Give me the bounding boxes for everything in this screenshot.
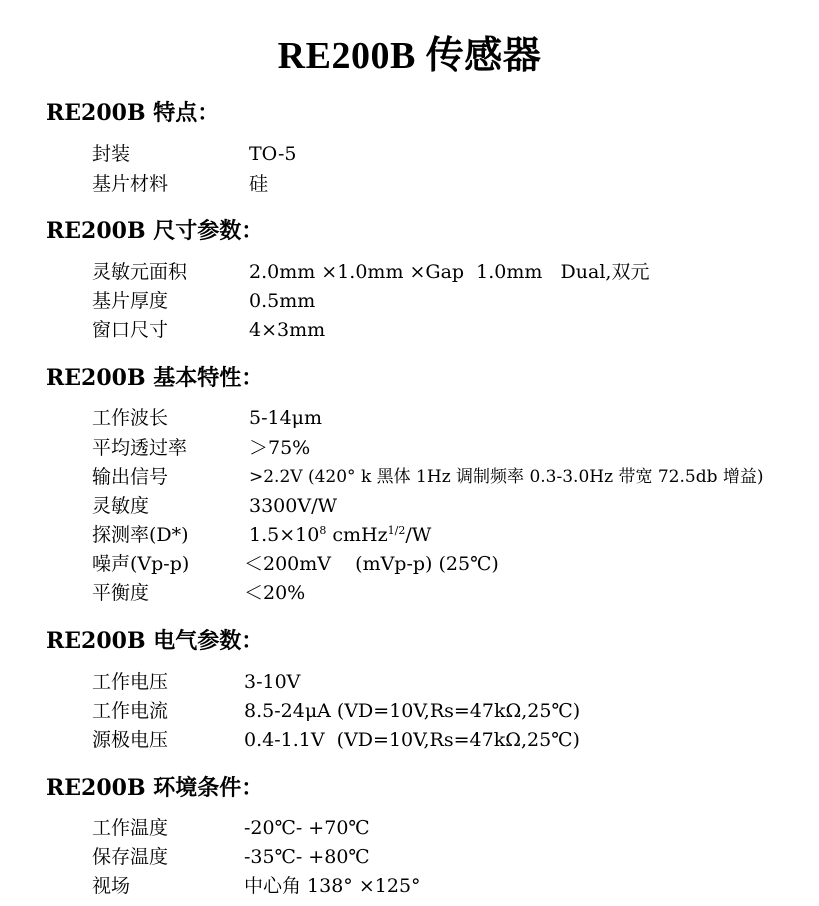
- spec-value: 0.4-1.1V (VD=10V,Rs=47kΩ,25℃): [244, 729, 580, 751]
- spec-label: 灵敏度: [92, 495, 150, 517]
- spec-value: 2.0mm ×1.0mm ×Gap 1.0mm Dual,双元: [249, 261, 650, 283]
- spec-label: 工作波长: [92, 407, 169, 429]
- spec-value: -20℃- +70℃: [244, 817, 370, 839]
- spec-label: 基片厚度: [92, 290, 169, 312]
- spec-label: 窗口尺寸: [92, 319, 169, 341]
- spec-value: 中心角 138° ×125°: [244, 875, 421, 897]
- spec-label: 噪声(Vp-p): [92, 553, 190, 575]
- spec-value: 5-14μm: [249, 407, 323, 429]
- spec-value: ＜200mV (mVp-p) (25℃): [244, 553, 499, 575]
- spec-value: 4×3mm: [249, 319, 326, 341]
- detectivity-unit-exponent: 1/2: [387, 524, 406, 537]
- section-heading-features: RE200B 特点：: [46, 100, 220, 126]
- spec-label: 工作电压: [92, 671, 169, 693]
- spec-label: 输出信号: [92, 466, 169, 488]
- detectivity-unit: cmHz: [326, 524, 388, 546]
- spec-value: 硅: [249, 173, 269, 195]
- detectivity-mantissa: 1.5×10: [249, 524, 320, 546]
- detectivity-exponent: 8: [319, 524, 327, 537]
- spec-value: 0.5mm: [249, 290, 316, 312]
- spec-label: 保存温度: [92, 846, 169, 868]
- page-title: RE200B 传感器: [277, 35, 542, 77]
- spec-value: 3-10V: [244, 671, 301, 693]
- spec-value: [249, 520, 431, 550]
- section-heading-dimensions: RE200B 尺寸参数：: [46, 218, 264, 244]
- spec-label: 平均透过率: [92, 437, 188, 459]
- spec-value: -35℃- +80℃: [244, 846, 370, 868]
- spec-label: 工作电流: [92, 700, 169, 722]
- section-heading-basic: RE200B 基本特性：: [46, 365, 264, 391]
- spec-label: 视场: [92, 875, 131, 897]
- spec-value: ＜20%: [244, 582, 306, 604]
- spec-label: 探测率(D*): [92, 524, 189, 546]
- spec-label: 工作温度: [92, 817, 169, 839]
- section-heading-environment: RE200B 环境条件：: [46, 775, 264, 801]
- spec-value: >2.2V (420° k 黑体 1Hz 调制频率 0.3-3.0Hz 带宽 72.5db 增益): [249, 467, 764, 487]
- spec-label: 灵敏元面积: [92, 261, 188, 283]
- spec-value: 3300V/W: [249, 495, 338, 517]
- spec-value: TO-5: [249, 143, 297, 165]
- spec-label: 源极电压: [92, 729, 169, 751]
- spec-label: 基片材料: [92, 173, 169, 195]
- detectivity-unit-suffix: /W: [405, 524, 432, 546]
- spec-value: 8.5-24μA (VD=10V,Rs=47kΩ,25℃): [244, 700, 581, 722]
- spec-value: ＞75%: [249, 437, 311, 459]
- spec-label: 平衡度: [92, 582, 150, 604]
- spec-label: 封装: [92, 143, 131, 165]
- section-heading-electrical: RE200B 电气参数：: [46, 628, 264, 654]
